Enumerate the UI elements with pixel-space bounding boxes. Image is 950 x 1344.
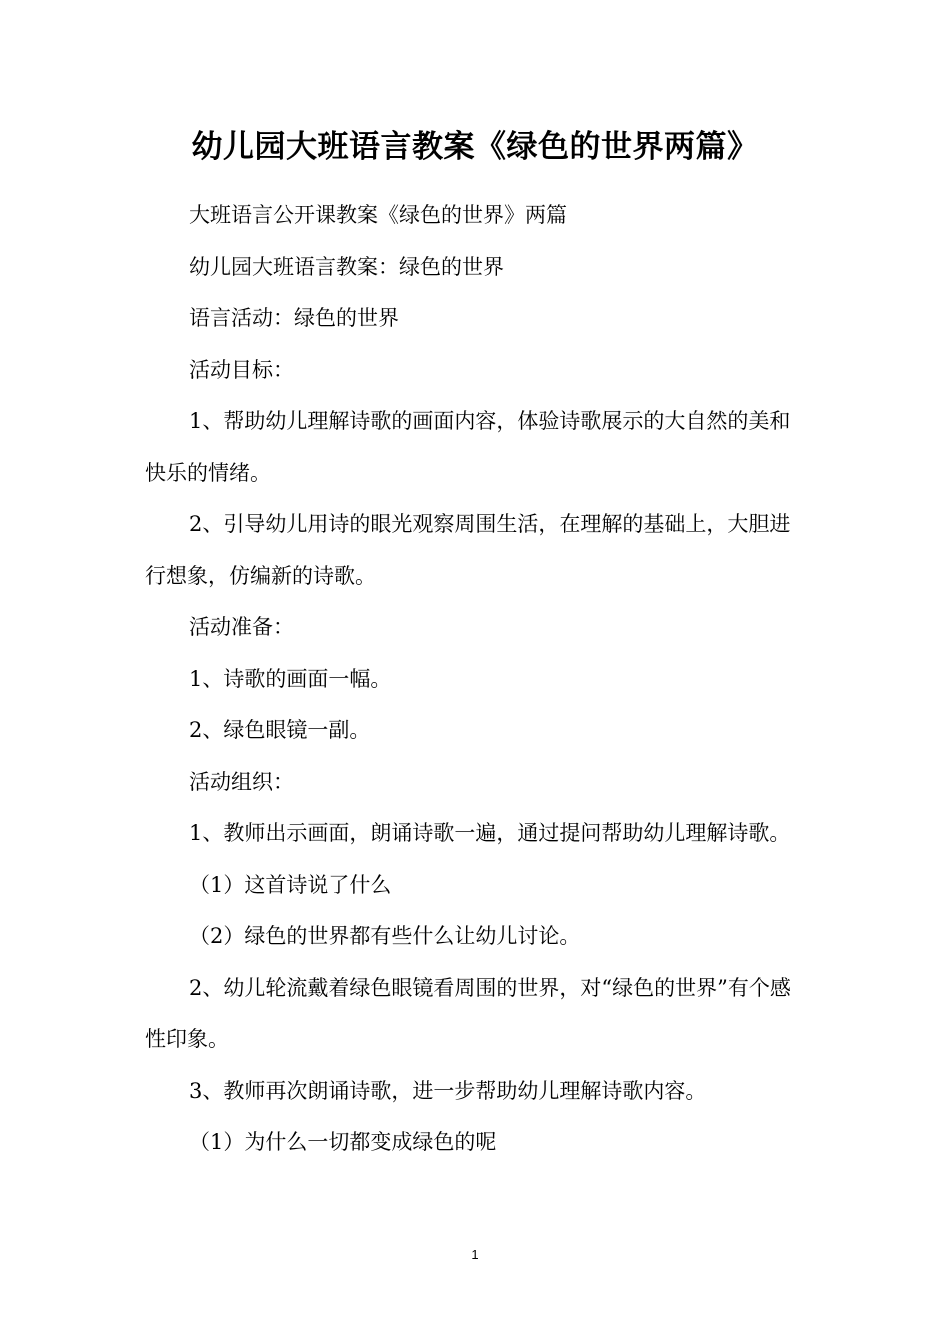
paragraph: 1、诗歌的画面一幅。 — [189, 666, 392, 691]
paragraph: 2、幼儿轮流戴着绿色眼镜看周围的世界，对“绿色的世界”有个感性印象。 — [145, 975, 791, 1051]
paragraph: 2、绿色眼镜一副。 — [189, 718, 371, 742]
section-heading-preparation: 活动准备： — [189, 615, 294, 639]
document-body — [145, 190, 810, 1169]
paragraph: 3、教师再次朗诵诗歌，进一步帮助幼儿理解诗歌内容。 — [189, 1078, 707, 1103]
paragraph: 语言活动：绿色的世界 — [189, 306, 399, 330]
document-title: 幼儿园大班语言教案《绿色的世界两篇》 — [191, 129, 759, 165]
paragraph: 幼儿园大班语言教案：绿色的世界 — [189, 254, 504, 279]
section-heading-organization: 活动组织： — [189, 769, 294, 794]
paragraph: 大班语言公开课教案《绿色的世界》两篇 — [189, 203, 567, 227]
sub-paragraph: （1）为什么一切都变成绿色的呢 — [189, 1130, 497, 1154]
sub-paragraph: （1）这首诗说了什么 — [189, 872, 392, 897]
paragraph: 1、教师出示画面，朗诵诗歌一遍，通过提问帮助幼儿理解诗歌。 — [189, 821, 791, 845]
section-heading-objectives: 活动目标： — [189, 357, 294, 382]
paragraph: 2、引导幼儿用诗的眼光观察周围生活，在理解的基础上，大胆进行想象，仿编新的诗歌。 — [145, 512, 791, 588]
paragraph: 1、帮助幼儿理解诗歌的画面内容，体验诗歌展示的大自然的美和快乐的情绪。 — [145, 409, 791, 485]
sub-paragraph: （2）绿色的世界都有些什么让幼儿讨论。 — [189, 924, 581, 948]
page-number: 1 — [471, 1247, 479, 1262]
